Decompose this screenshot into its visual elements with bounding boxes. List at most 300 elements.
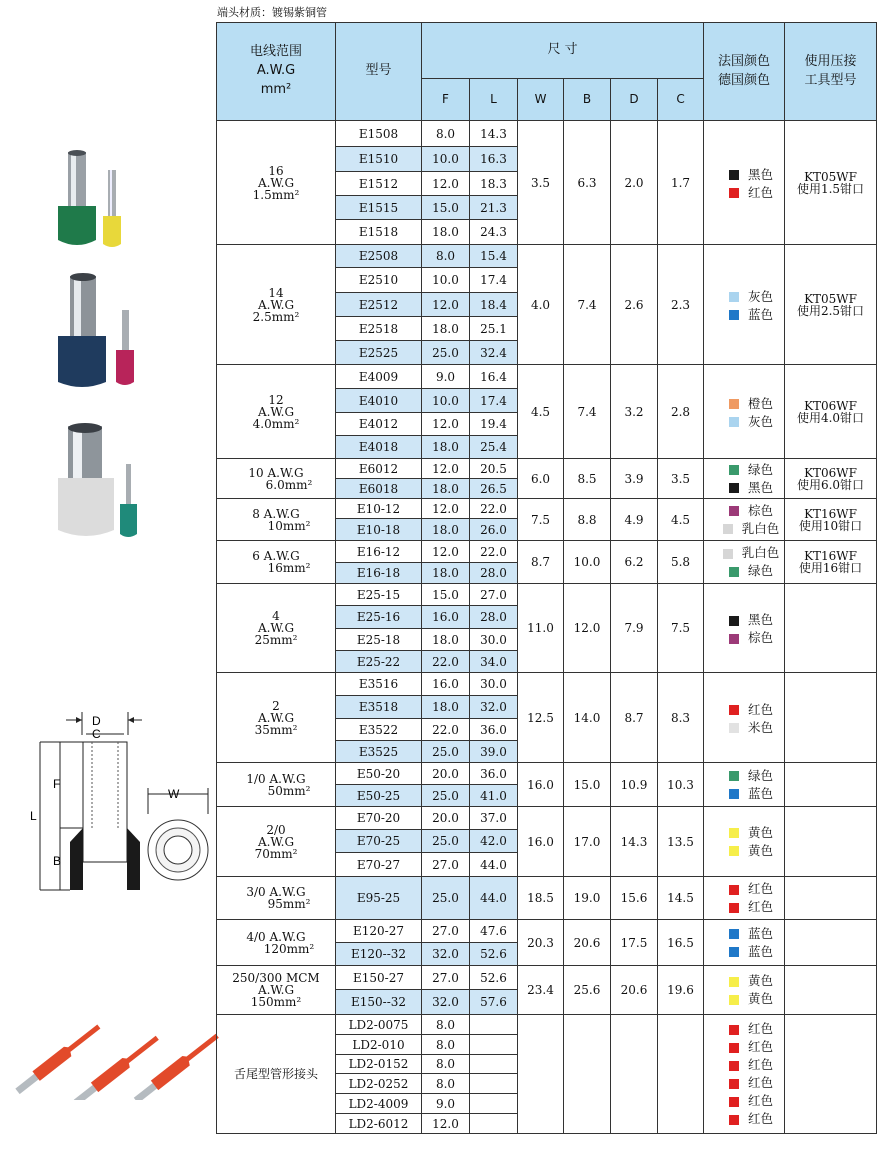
d-value-cell: 10.9 — [611, 763, 658, 807]
wire-range-line: 95mm² — [267, 897, 311, 911]
table-row — [217, 807, 877, 830]
l-value-cell: 39.0 — [470, 741, 518, 763]
c-value-cell: 14.5 — [658, 877, 704, 920]
tool-line: KT06WF — [804, 465, 857, 480]
l-value-cell: 41.0 — [470, 785, 518, 807]
l-value-cell: 20.5 — [470, 459, 518, 479]
l-value-cell — [470, 1015, 518, 1035]
wire-range-line: 50mm² — [267, 783, 311, 798]
color-label: 绿色 — [748, 461, 774, 477]
wire-range-line: A.W.G — [257, 710, 295, 725]
model-cell: E70-25 — [336, 830, 422, 853]
color-swatch — [729, 723, 739, 733]
l-value-cell: 47.6 — [470, 920, 518, 943]
wire-range-line: 1/0 A.W.G — [246, 771, 306, 786]
tool-cell — [785, 121, 877, 245]
color-item — [704, 183, 784, 201]
color-label: 红色 — [748, 184, 774, 200]
f-value-cell: 27.0 — [422, 966, 470, 990]
w-value-cell: 3.5 — [518, 121, 564, 245]
label-b: B — [53, 854, 62, 868]
color-cell — [704, 877, 785, 920]
f-value-cell: 12.0 — [422, 293, 470, 317]
color-swatch — [729, 292, 739, 302]
material-label: 端头材质：镀锡紫铜管 — [217, 6, 327, 19]
f-value-cell: 25.0 — [422, 341, 470, 365]
label-w: W — [168, 787, 180, 801]
l-value-cell: 52.6 — [470, 943, 518, 966]
color-item — [704, 610, 784, 628]
ferrule-photo-green-yellow — [56, 148, 136, 253]
f-value-cell: 18.0 — [422, 220, 470, 245]
color-label: 红色 — [748, 1039, 774, 1054]
f-value-cell: 27.0 — [422, 853, 470, 877]
wire-range-line: A.W.G — [257, 404, 295, 419]
tool-cell — [785, 499, 877, 541]
color-label: 乳白色 — [741, 520, 780, 536]
header-size: 尺 寸 — [422, 23, 704, 79]
color-swatch — [729, 567, 739, 577]
w-value-cell — [518, 1015, 564, 1134]
color-item — [704, 718, 784, 736]
f-value-cell: 18.0 — [422, 317, 470, 341]
wire-range-line: A.W.G — [257, 175, 295, 190]
color-label: 红色 — [748, 881, 774, 896]
color-swatch — [729, 1043, 739, 1053]
color-item — [704, 1092, 784, 1110]
f-value-cell: 8.0 — [422, 1055, 470, 1074]
l-value-cell: 18.4 — [470, 293, 518, 317]
model-cell: E16-18 — [336, 563, 422, 584]
color-item — [704, 544, 784, 562]
tool-cell — [785, 920, 877, 966]
model-cell: LD2-0252 — [336, 1074, 422, 1094]
color-label: 红色 — [748, 1057, 774, 1072]
wire-range-line: 6 A.W.G — [252, 549, 300, 563]
model-cell: E2525 — [336, 341, 422, 365]
model-cell: E4009 — [336, 365, 422, 389]
color-item — [704, 628, 784, 646]
f-value-cell: 12.0 — [422, 1114, 470, 1134]
color-swatch — [729, 634, 739, 644]
f-value-cell: 8.0 — [422, 121, 470, 147]
color-swatch — [729, 995, 739, 1005]
f-value-cell: 32.0 — [422, 943, 470, 966]
model-cell: E25-15 — [336, 584, 422, 606]
model-cell: E6012 — [336, 459, 422, 479]
color-cell — [704, 541, 785, 584]
d-value-cell: 2.6 — [611, 245, 658, 365]
l-value-cell: 17.4 — [470, 389, 518, 413]
tool-line: 使用2.5钳口 — [796, 303, 865, 318]
b-value-cell: 17.0 — [564, 807, 611, 877]
color-item — [704, 1110, 784, 1128]
w-value-cell: 4.5 — [518, 365, 564, 459]
wire-range-cell — [217, 121, 336, 245]
color-swatch — [729, 929, 739, 939]
l-value-cell: 32.4 — [470, 341, 518, 365]
color-swatch — [729, 417, 739, 427]
model-cell: E95-25 — [336, 877, 422, 920]
l-value-cell: 44.0 — [470, 853, 518, 877]
color-label: 蓝色 — [748, 943, 774, 959]
d-value-cell: 20.6 — [611, 966, 658, 1015]
color-label: 红色 — [748, 899, 774, 914]
color-item — [704, 1056, 784, 1074]
b-value-cell: 7.4 — [564, 365, 611, 459]
f-value-cell: 18.0 — [422, 696, 470, 719]
wire-range-cell — [217, 966, 336, 1015]
l-value-cell: 28.0 — [470, 606, 518, 629]
ferrule-photo-white-teal — [56, 422, 146, 542]
color-swatch — [729, 903, 739, 913]
color-label: 棕色 — [748, 502, 774, 518]
header-color: 法国颜色 德国颜色 — [704, 23, 785, 121]
color-label: 黑色 — [748, 612, 774, 627]
color-item — [704, 700, 784, 718]
wire-range-line: 16 — [268, 163, 284, 178]
d-value-cell: 6.2 — [611, 541, 658, 584]
f-value-cell: 16.0 — [422, 673, 470, 696]
color-cell — [704, 584, 785, 673]
color-item — [704, 824, 784, 842]
b-value-cell: 15.0 — [564, 763, 611, 807]
color-item — [704, 925, 784, 943]
tool-line: KT16WF — [804, 506, 857, 521]
wire-range-line: 舌尾型管形接头 — [233, 1067, 318, 1081]
tool-cell — [785, 673, 877, 763]
header-f: F — [422, 79, 470, 121]
model-cell: E10-12 — [336, 499, 422, 519]
wire-range-cell — [217, 365, 336, 459]
color-item — [704, 1074, 784, 1092]
d-value-cell: 14.3 — [611, 807, 658, 877]
f-value-cell: 12.0 — [422, 541, 470, 563]
d-value-cell: 15.6 — [611, 877, 658, 920]
color-item — [704, 842, 784, 860]
color-item — [704, 502, 784, 520]
model-cell: E16-12 — [336, 541, 422, 563]
header-c: C — [658, 79, 704, 121]
color-label: 黑色 — [748, 479, 774, 495]
w-value-cell: 4.0 — [518, 245, 564, 365]
w-value-cell: 12.5 — [518, 673, 564, 763]
color-item — [704, 287, 784, 305]
color-label: 灰色 — [748, 413, 774, 429]
wire-range-line: 3/0 A.W.G — [246, 885, 306, 899]
model-cell: E2510 — [336, 268, 422, 293]
color-item — [704, 990, 784, 1008]
f-value-cell: 8.0 — [422, 245, 470, 268]
color-swatch — [729, 977, 739, 987]
wire-range-line: 120mm² — [263, 941, 315, 956]
f-value-cell: 10.0 — [422, 147, 470, 172]
color-cell — [704, 245, 785, 365]
color-cell — [704, 365, 785, 459]
w-value-cell: 8.7 — [518, 541, 564, 584]
tool-line: KT05WF — [804, 291, 857, 306]
color-label: 黄色 — [748, 842, 774, 858]
b-value-cell: 10.0 — [564, 541, 611, 584]
color-swatch — [729, 1097, 739, 1107]
f-value-cell: 20.0 — [422, 763, 470, 785]
f-value-cell: 12.0 — [422, 172, 470, 196]
tool-line: 使用1.5钳口 — [796, 181, 865, 196]
wire-range-line: 6.0mm² — [265, 477, 313, 492]
l-value-cell: 28.0 — [470, 563, 518, 584]
f-value-cell: 25.0 — [422, 741, 470, 763]
l-value-cell — [470, 1035, 518, 1055]
color-swatch — [729, 1025, 739, 1035]
table-row — [217, 920, 877, 943]
f-value-cell: 9.0 — [422, 365, 470, 389]
model-cell: E3525 — [336, 741, 422, 763]
wire-range-line: 4/0 A.W.G — [246, 929, 306, 944]
model-cell: E1510 — [336, 147, 422, 172]
f-value-cell: 10.0 — [422, 389, 470, 413]
color-label: 红色 — [748, 1021, 774, 1036]
color-swatch — [729, 846, 739, 856]
wire-range-line: 14 — [268, 285, 284, 300]
model-cell: E4018 — [336, 436, 422, 459]
w-value-cell: 6.0 — [518, 459, 564, 499]
color-label: 黄色 — [748, 824, 774, 840]
l-value-cell: 22.0 — [470, 541, 518, 563]
header-w: W — [518, 79, 564, 121]
color-item — [704, 1038, 784, 1056]
l-value-cell: 37.0 — [470, 807, 518, 830]
tool-cell — [785, 245, 877, 365]
model-cell: E150-27 — [336, 966, 422, 990]
color-swatch — [729, 465, 739, 475]
c-value-cell: 13.5 — [658, 807, 704, 877]
color-label: 灰色 — [748, 288, 774, 304]
wire-range-line: 10mm² — [267, 518, 311, 533]
l-value-cell: 16.4 — [470, 365, 518, 389]
color-label: 橙色 — [748, 395, 774, 411]
wire-range-cell — [217, 499, 336, 541]
f-value-cell: 22.0 — [422, 651, 470, 673]
color-swatch — [723, 524, 733, 534]
model-cell: E120--32 — [336, 943, 422, 966]
f-value-cell: 16.0 — [422, 606, 470, 629]
color-cell — [704, 499, 785, 541]
table-row — [217, 763, 877, 785]
header-d: D — [611, 79, 658, 121]
color-item — [704, 412, 784, 430]
color-swatch — [729, 310, 739, 320]
model-cell: E25-16 — [336, 606, 422, 629]
header-tool: 使用压接 工具型号 — [785, 23, 877, 121]
l-value-cell: 44.0 — [470, 877, 518, 920]
wire-range-line: 70mm² — [254, 846, 298, 861]
color-item — [704, 767, 784, 785]
color-label: 蓝色 — [748, 925, 774, 941]
f-value-cell: 18.0 — [422, 436, 470, 459]
b-value-cell: 25.6 — [564, 966, 611, 1015]
model-cell: E3522 — [336, 719, 422, 741]
model-cell: LD2-6012 — [336, 1114, 422, 1134]
wire-range-line: A.W.G — [257, 297, 295, 312]
tool-line: KT16WF — [804, 549, 857, 563]
f-value-cell: 18.0 — [422, 479, 470, 499]
color-cell — [704, 459, 785, 499]
d-value-cell — [611, 1015, 658, 1134]
wire-range-line: 150mm² — [250, 995, 302, 1009]
l-value-cell — [470, 1094, 518, 1114]
color-label: 蓝色 — [748, 306, 774, 322]
color-label: 蓝色 — [748, 785, 774, 801]
wire-range-cell — [217, 877, 336, 920]
wire-range-cell — [217, 673, 336, 763]
color-cell — [704, 1015, 785, 1134]
w-value-cell: 16.0 — [518, 807, 564, 877]
tool-cell — [785, 459, 877, 499]
c-value-cell: 1.7 — [658, 121, 704, 245]
w-value-cell: 20.3 — [518, 920, 564, 966]
wire-range-line: 4 — [272, 609, 280, 623]
label-l: L — [30, 809, 37, 823]
l-value-cell: 52.6 — [470, 966, 518, 990]
f-value-cell: 25.0 — [422, 785, 470, 807]
wire-range-line: 8 A.W.G — [252, 506, 300, 521]
l-value-cell: 42.0 — [470, 830, 518, 853]
color-cell — [704, 121, 785, 245]
l-value-cell: 30.0 — [470, 629, 518, 651]
f-value-cell: 32.0 — [422, 990, 470, 1015]
c-value-cell — [658, 1015, 704, 1134]
color-item — [704, 305, 784, 323]
dimension-diagram — [30, 710, 220, 900]
header-range: 电线范围 A.W.G mm² — [217, 23, 336, 121]
tool-cell — [785, 763, 877, 807]
color-item — [704, 394, 784, 412]
model-cell: LD2-010 — [336, 1035, 422, 1055]
model-cell: E2518 — [336, 317, 422, 341]
l-value-cell: 15.4 — [470, 245, 518, 268]
tool-cell — [785, 584, 877, 673]
b-value-cell: 6.3 — [564, 121, 611, 245]
table-row — [217, 499, 877, 519]
tool-line: 使用10钳口 — [798, 518, 863, 533]
tongue-ferrule-photo — [14, 1010, 219, 1100]
d-value-cell: 4.9 — [611, 499, 658, 541]
l-value-cell — [470, 1114, 518, 1134]
b-value-cell: 14.0 — [564, 673, 611, 763]
color-swatch — [729, 947, 739, 957]
color-swatch — [729, 828, 739, 838]
color-label: 黄色 — [748, 973, 774, 988]
wire-range-line: 12 — [268, 392, 284, 407]
l-value-cell: 25.4 — [470, 436, 518, 459]
color-swatch — [723, 549, 733, 559]
color-item — [704, 880, 784, 898]
color-item — [704, 520, 784, 538]
table-row — [217, 966, 877, 990]
label-d: D — [92, 714, 101, 728]
l-value-cell: 24.3 — [470, 220, 518, 245]
color-item — [704, 785, 784, 803]
model-cell: E1508 — [336, 121, 422, 147]
w-value-cell: 7.5 — [518, 499, 564, 541]
wire-range-line: 16mm² — [267, 561, 311, 575]
d-value-cell: 7.9 — [611, 584, 658, 673]
wire-range-cell — [217, 920, 336, 966]
l-value-cell — [470, 1074, 518, 1094]
f-value-cell: 15.0 — [422, 196, 470, 220]
l-value-cell: 21.3 — [470, 196, 518, 220]
color-cell — [704, 807, 785, 877]
c-value-cell: 10.3 — [658, 763, 704, 807]
c-value-cell: 3.5 — [658, 459, 704, 499]
wire-range-cell — [217, 541, 336, 584]
wire-range-line: 2.5mm² — [252, 309, 300, 324]
d-value-cell: 2.0 — [611, 121, 658, 245]
header-l: L — [470, 79, 518, 121]
model-cell: E150--32 — [336, 990, 422, 1015]
color-label: 红色 — [748, 1111, 774, 1126]
c-value-cell: 7.5 — [658, 584, 704, 673]
color-label: 黄色 — [748, 991, 774, 1006]
model-cell: LD2-0075 — [336, 1015, 422, 1035]
tool-cell — [785, 807, 877, 877]
table-row — [217, 877, 877, 920]
wire-range-line: 4.0mm² — [252, 416, 300, 431]
color-label: 红色 — [748, 1075, 774, 1090]
l-value-cell: 18.3 — [470, 172, 518, 196]
color-swatch — [729, 506, 739, 516]
color-label: 红色 — [748, 701, 774, 717]
wire-range-cell — [217, 459, 336, 499]
wire-range-cell — [217, 763, 336, 807]
f-value-cell: 25.0 — [422, 877, 470, 920]
wire-range-cell — [217, 245, 336, 365]
color-swatch — [729, 616, 739, 626]
wire-range-line: 2/0 — [266, 822, 286, 837]
f-value-cell: 18.0 — [422, 519, 470, 541]
tool-line: 使用4.0钳口 — [796, 410, 865, 425]
color-item — [704, 943, 784, 961]
f-value-cell: 8.0 — [422, 1035, 470, 1055]
model-cell: E70-20 — [336, 807, 422, 830]
color-swatch — [729, 170, 739, 180]
l-value-cell: 25.1 — [470, 317, 518, 341]
color-swatch — [729, 483, 739, 493]
table-row — [217, 365, 877, 389]
color-swatch — [729, 1061, 739, 1071]
d-value-cell: 8.7 — [611, 673, 658, 763]
table-row — [217, 1015, 877, 1035]
model-cell: LD2-4009 — [336, 1094, 422, 1114]
model-cell: E6018 — [336, 479, 422, 499]
color-label: 米色 — [748, 719, 774, 735]
spec-body — [217, 121, 877, 1134]
color-cell — [704, 763, 785, 807]
wire-range-line: 1.5mm² — [252, 187, 300, 202]
model-cell: E3516 — [336, 673, 422, 696]
tool-cell — [785, 966, 877, 1015]
f-value-cell: 20.0 — [422, 807, 470, 830]
color-item — [704, 1020, 784, 1038]
f-value-cell: 12.0 — [422, 459, 470, 479]
l-value-cell: 14.3 — [470, 121, 518, 147]
f-value-cell: 18.0 — [422, 563, 470, 584]
color-label: 乳白色 — [741, 545, 780, 560]
b-value-cell: 7.4 — [564, 245, 611, 365]
wire-range-line: 10 A.W.G — [248, 465, 304, 480]
f-value-cell: 12.0 — [422, 499, 470, 519]
color-item — [704, 562, 784, 580]
